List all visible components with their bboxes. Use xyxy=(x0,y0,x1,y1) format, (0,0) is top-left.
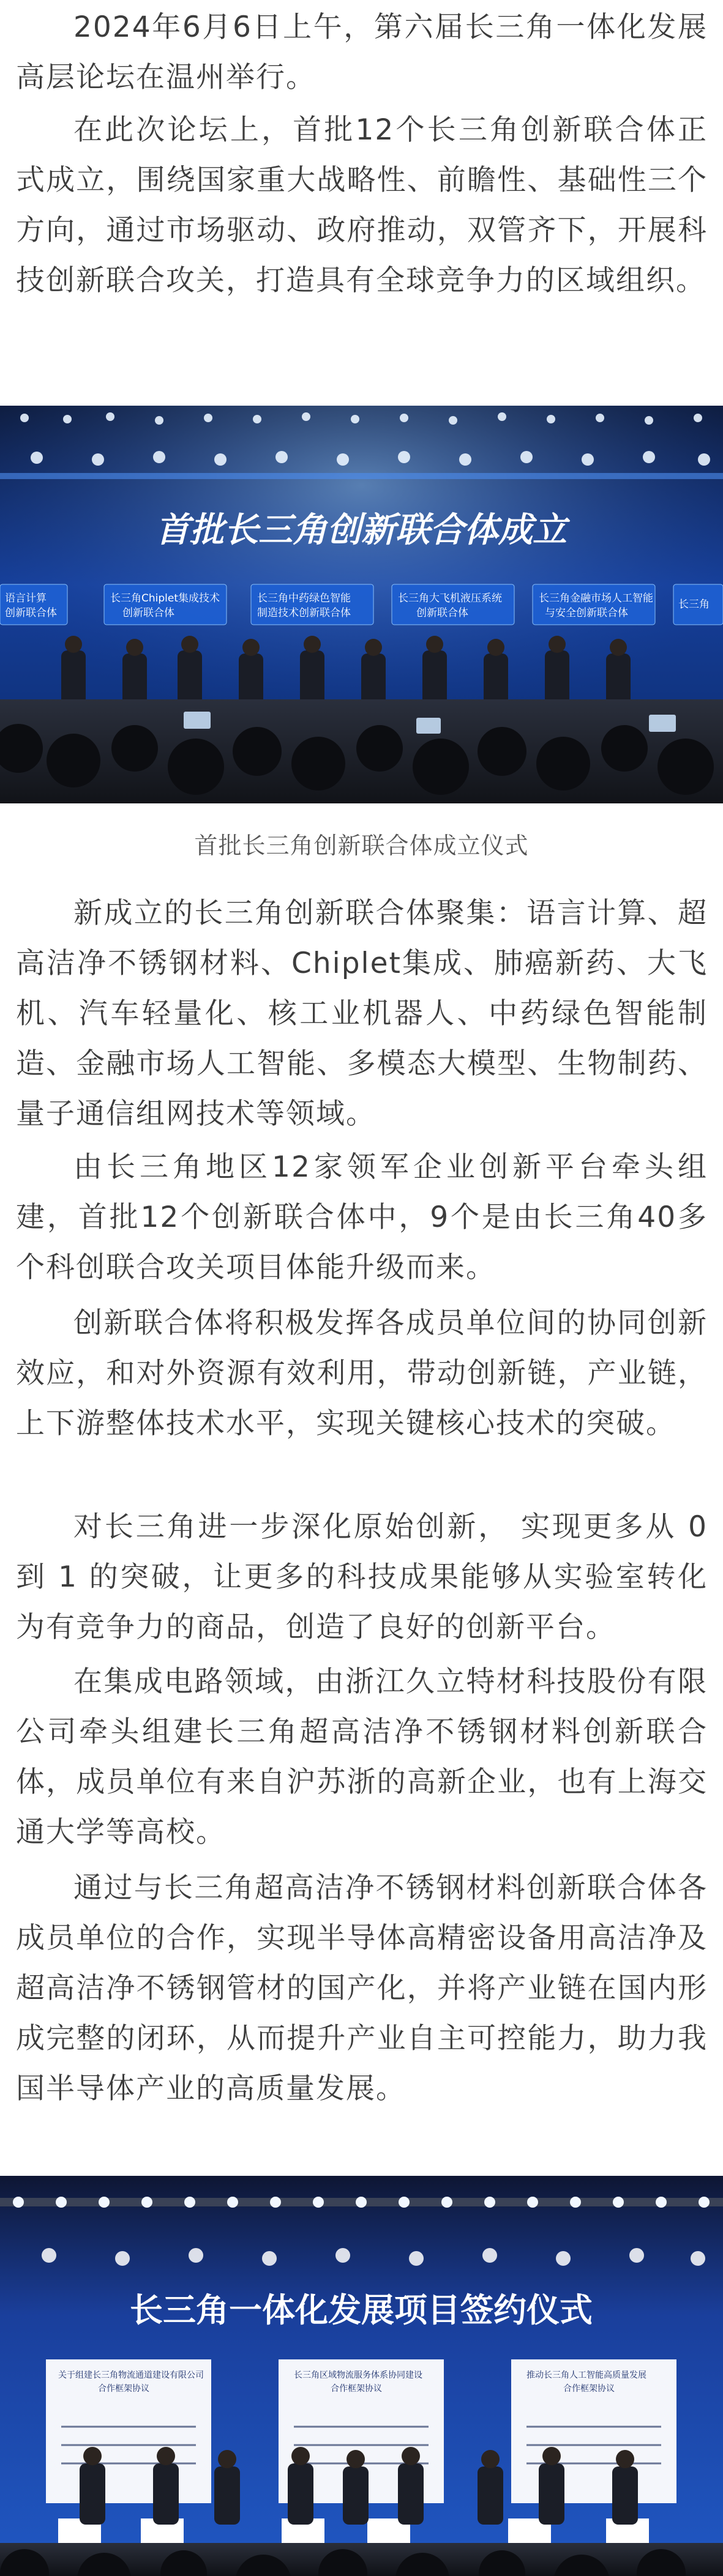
article-paragraph: 创新联合体将积极发挥各成员单位间的协同创新效应，和对外资源有效利用，带动创新链，产业链，上下游整体技术水平，实现关键核心技术的突破。 xyxy=(16,1306,708,1440)
banner-text xyxy=(155,510,571,550)
svg-text:长三角金融市场人工智能: 长三角金融市场人工智能 xyxy=(539,592,653,605)
svg-text:语言计算: 语言计算 xyxy=(5,592,47,605)
signing-ceremony-photo xyxy=(0,2176,723,2576)
svg-text:长三角: 长三角 xyxy=(678,598,710,611)
svg-text:与安全创新联合体: 与安全创新联合体 xyxy=(545,607,628,619)
article-paragraph: 对长三角进一步深化原始创新， 实现更多从 0 到 1 的突破，让更多的科技成果能够从实验室转化为有竞争力的商品，创造了良好的创新平台。 xyxy=(16,1510,708,1644)
svg-text:创新联合体: 创新联合体 xyxy=(5,607,57,619)
forum-ceremony-photo xyxy=(0,406,723,803)
svg-text:制造技术创新联合体: 制造技术创新联合体 xyxy=(257,607,351,619)
svg-text:长三角Chiplet集成技术: 长三角Chiplet集成技术 xyxy=(110,592,220,605)
svg-text:合作框架协议: 合作框架协议 xyxy=(98,2384,149,2394)
article-paragraph: 2024年6月6日上午，第六届长三角一体化发展高层论坛在温州举行。 xyxy=(16,10,708,94)
article-paragraph: 在集成电路领域，由浙江久立特材科技股份有限公司牵头组建长三角超高洁净不锈钢材料创新联合体，成员单位有来自沪苏浙的高新企业，也有上海交通大学等高校。 xyxy=(16,1665,708,1849)
article-paragraph: 在此次论坛上，首批12个长三角创新联合体正式成立，围绕国家重大战略性、前瞻性、基础性三个方向，通过市场驱动、政府推动，双管齐下，开展科技创新联合攻关，打造具有全球竞争力的区域组织。 xyxy=(16,113,708,297)
svg-text:长三角一体化发展项目签约仪式: 长三角一体化发展项目签约仪式 xyxy=(130,2291,593,2329)
svg-text:首批长三角创新联合体成立: 首批长三角创新联合体成立 xyxy=(155,510,567,550)
svg-text:合作框架协议: 合作框架协议 xyxy=(563,2384,615,2394)
photo-caption: 首批长三角创新联合体成立仪式 xyxy=(194,832,529,859)
article-paragraph: 通过与长三角超高洁净不锈钢材料创新联合体各成员单位的合作，实现半导体高精密设备用高洁净及超高洁净不锈钢管材的国产化，并将产业链在国内形成完整的闭环，从而提升产业自主可控能力，助力我国半导体产业的高质量发展。 xyxy=(16,1871,708,2105)
svg-text:长三角区域物流服务体系协同建设: 长三角区域物流服务体系协同建设 xyxy=(294,2370,422,2380)
svg-text:创新联合体: 创新联合体 xyxy=(122,607,174,619)
article-paragraph: 新成立的长三角创新联合体聚集：语言计算、超高洁净不锈钢材料、Chiplet集成、肺癌新药、大飞机、汽车轻量化、核工业机器人、中药绿色智能制造、金融市场人工智能、多模态大模型、生物制药、量子通信组网技术等领域。 xyxy=(16,896,708,1131)
svg-text:长三角中药绿色智能: 长三角中药绿色智能 xyxy=(257,592,351,605)
svg-text:关于组建长三角物流通道建设有限公司: 关于组建长三角物流通道建设有限公司 xyxy=(58,2370,204,2380)
svg-text:推动长三角人工智能高质量发展: 推动长三角人工智能高质量发展 xyxy=(526,2370,646,2380)
article-paragraph: 由长三角地区12家领军企业创新平台牵头组建，首批12个创新联合体中，9个是由长三角40多个科创联合攻关项目体能升级而来。 xyxy=(16,1150,708,1284)
svg-text:长三角大飞机液压系统: 长三角大飞机液压系统 xyxy=(398,592,502,605)
svg-text:合作框架协议: 合作框架协议 xyxy=(331,2384,382,2394)
svg-text:创新联合体: 创新联合体 xyxy=(416,607,468,619)
